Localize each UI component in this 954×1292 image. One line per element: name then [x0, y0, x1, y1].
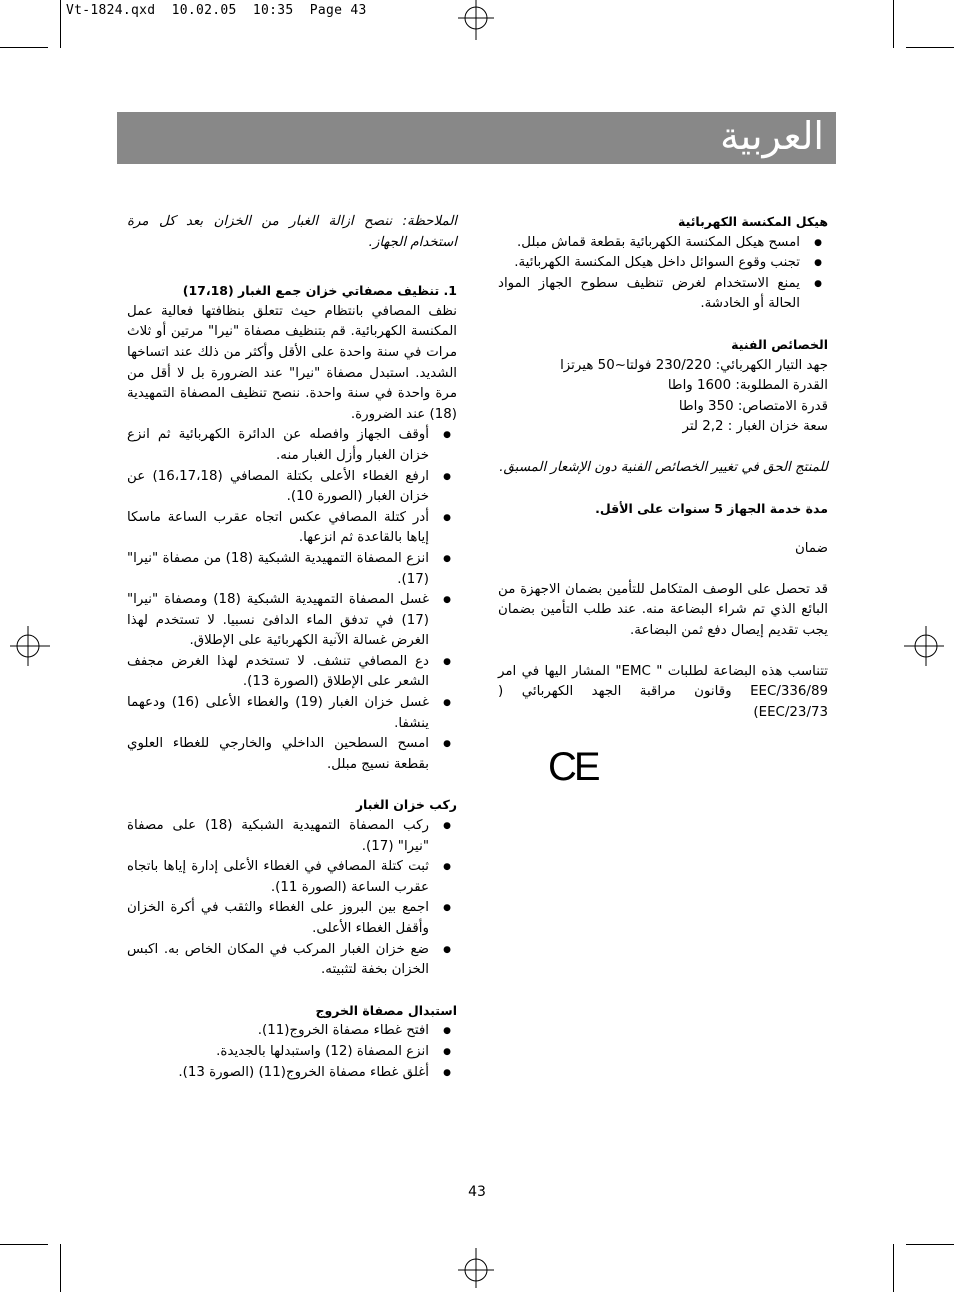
filter-heading: 1. تنظيف مصفاتي خزان جمع الغبار (17،18) — [182, 283, 457, 299]
body-care-list — [498, 233, 828, 315]
service-life-line: مدة خدمة الجهاز 5 سنوات على الأقل. — [595, 500, 828, 516]
spec-line: جهد التيار الكهربائي: 230/220 فولتا~50 هيرتزا — [560, 357, 828, 373]
list-item: ● امسح السطحين الداخلي والخارجي للغطاء العلوي بقطعة نسيج مبلل. — [127, 734, 457, 775]
list-item: ● امسح هيكل المكنسة الكهربائية بقطعة قماش مبلل. — [498, 233, 828, 254]
crop-mark — [906, 47, 954, 48]
list-item: ● تجنب وقوع السوائل داخل هيكل المكنسة الكهربائية. — [498, 253, 828, 274]
emc-text: تتناسب هذه البضاعة لطلبات " EMC" المشار اليها في امر EEC/336/89 وقانون مراقبة الجهد الكهربائي ( EEC/23/73) — [498, 663, 828, 720]
list-item: ● اجمع بين البروز على الغطاء والثقب في أكرة الخزان وأقفل الغطاء الأعلى. — [127, 898, 457, 939]
crop-mark — [60, 1244, 61, 1292]
list-item: ● غسل خزان الغبار (19) والغطاء الأعلى (16) ودعهما ينشفا. — [127, 693, 457, 734]
crop-mark — [60, 0, 61, 48]
page-number: 43 — [468, 1184, 486, 1200]
spec-line: قدرة الامتصاص: 350 واطا — [678, 398, 828, 414]
registration-mark-icon — [456, 1248, 496, 1288]
list-item: ● افتح غطاء مصفاة الخروج(11). — [127, 1021, 457, 1042]
list-item: ● أوقف الجهاز وافصله عن الدائرة الكهربائية ثم انزع خزان الغبار وأزل الغبار منه. — [127, 425, 457, 466]
registration-mark-icon — [456, 0, 496, 40]
file-header: Vt-1824.qxd 10.02.05 10:35 Page 43 — [66, 3, 367, 18]
spec-heading: الخصائص الفنية — [731, 336, 828, 352]
list-item: ● أغلق غطاء مصفاة الخروج(11) (الصورة 13). — [127, 1063, 457, 1084]
list-item: ● انزع المصفاة (12) واستبدلها بالجديدة. — [127, 1042, 457, 1063]
crop-mark — [0, 47, 48, 48]
title-banner — [117, 112, 836, 164]
filter-text: نظف المصافي بانتظام حيث تتعلق بنظافتها فعالية عمل المكنسة الكهربائية. قم بتنظيف مصفاة "نيرا" مرتين أو ثلاث مرات في سنة واحدة على الأقل وأكثر من ذلك عند اتساخها الشديد. استبدل مصفاة "نيرا" عند الضرورة بل لا أقل من مرة واحدة في سنة واحدة. ننصح تنظيف المصفاة التمهيدية (18) عند الضرورة. — [127, 303, 457, 422]
exit-filter-steps-list — [127, 1021, 457, 1083]
crop-mark — [893, 0, 894, 48]
spec-note: للمنتج الحق في تغيير الخصائص الفنية دون الإشعار المسبق. — [499, 459, 828, 475]
crop-mark — [893, 1244, 894, 1292]
banner-title: العربية — [720, 114, 824, 158]
spec-line: سعة خزان الغبار : 2,2 لتر — [682, 419, 828, 435]
list-item: ● انزع المصفاة التمهيدية الشبكية (18) من مصفاة "نيرا" (17). — [127, 549, 457, 590]
list-item: ● ضع خزان الغبار المركب في المكان الخاص به. اكبس الخزان بخفة لتثبيته. — [127, 940, 457, 981]
list-item: ● أدر كتلة المصافي عكس اتجاه عقرب الساعة ماسكا إياها بالقاعدة ثم انزعها. — [127, 508, 457, 549]
list-item: ● دع المصافي تنشف. لا تستخدم لهذا الغرض مجفف الشعر على الإطلاق (الصورة 13). — [127, 652, 457, 693]
exit-filter-heading: استبدال مصفاة الخروج — [315, 1002, 457, 1018]
spec-line: القدرة المطلوبة: 1600 واطا — [667, 378, 828, 394]
crop-mark — [906, 1244, 954, 1245]
list-item: ● ارفع الغطاء الأعلى بكتلة المصافي (16،17،18) عن خزان الغبار (الصورة 10). — [127, 467, 457, 508]
list-item: ● يمنع الاستخدام لغرض تنظيف سطوح الجهاز المواد الحالة أو الخادشة. — [498, 274, 828, 315]
assembly-steps-list — [127, 816, 457, 981]
warranty-text: قد تحصل على الوصف المتكامل للتأمين بضمان الاجهزة من البائع الذي تم شراء البضاعة منه. عند طلب التأمين بضمان يجب تقديم إيصال دفع ثمن البضاعة. — [498, 581, 828, 638]
registration-mark-icon — [904, 626, 944, 666]
right-column — [498, 212, 828, 790]
ce-mark-icon: CE — [548, 745, 598, 790]
warranty-heading: ضمان — [794, 541, 828, 557]
assembly-heading: ركب خزان الغبار — [355, 797, 457, 813]
registration-mark-icon — [10, 626, 50, 666]
list-item: ● ركب المصفاة التمهيدية الشبكية (18) على مصفاة "نيرا" (17). — [127, 816, 457, 857]
filter-steps-list — [127, 425, 457, 775]
note-text: الملاحظة: ننصح ازالة الغبار من الخزان بعد كل مرة استخدام الجهاز. — [127, 214, 457, 250]
body-heading: هيكل المكنسة الكهربائية — [678, 214, 828, 229]
crop-mark — [0, 1244, 48, 1245]
list-item: ● ثبت كتلة المصافي في الغطاء الأعلى إدارة إياها باتجاه عقرب الساعة (الصورة 11). — [127, 857, 457, 898]
list-item: ● غسل المصفاة التمهيدية الشبكية (18) ومصفاة "نيرا" (17) في تدفق الماء الدافئ نسبيا. لا تستخدم لهذا الغرض غسالة الآنية الكهربائية على الإطلاق. — [127, 590, 457, 652]
left-column — [127, 212, 457, 1083]
